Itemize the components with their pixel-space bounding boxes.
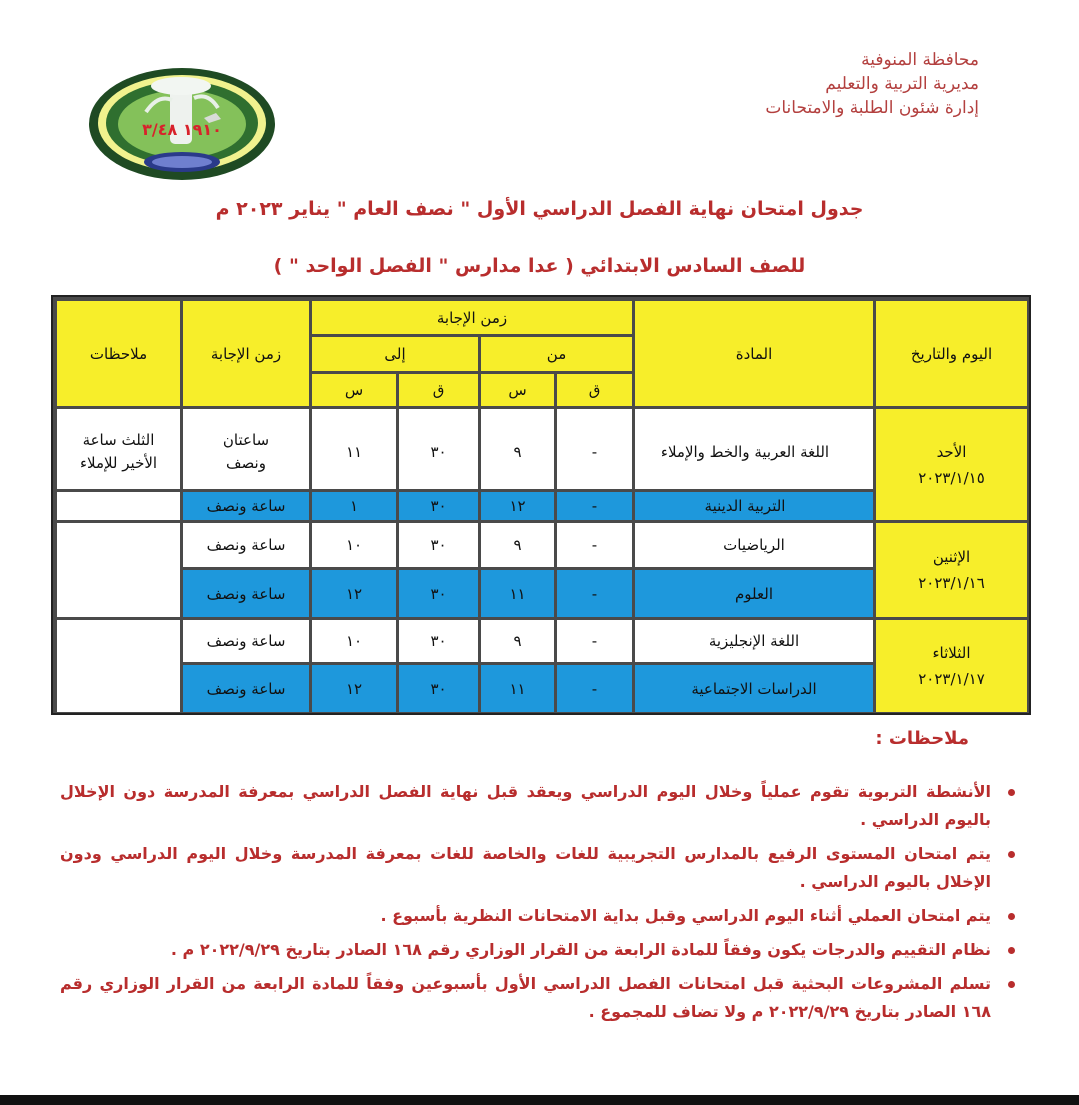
day-date: ٢٠٢٣/١/١٥ [918, 468, 985, 487]
org-line-directorate: مديرية التربية والتعليم [825, 74, 979, 94]
header-answer-time-group: زمن الإجابة [312, 301, 632, 334]
day-date: ٢٠٢٣/١/١٦ [918, 574, 985, 592]
header-day-date: اليوم والتاريخ [876, 301, 1027, 406]
note-text: تسلم المشروعات البحثية قبل امتحانات الفصل الدراسي الأول بأسبوعين وفقاً للمادة الرابعة من القرار الوزاري رقم ١٦٨ الصادر بتاريخ ٢٠٢٢/٩/٢٩ م ولا تضاف للمجموع . [60, 974, 991, 1021]
to-minute-cell: ٣٠ [399, 492, 478, 520]
to-minute-cell: ٣٠ [399, 620, 478, 662]
logo-text: ١٩١٠ ٣/٤٨ [142, 120, 222, 139]
note-item [60, 840, 1021, 896]
day-name: الثلاثاء [932, 644, 971, 662]
organization-header [659, 48, 979, 120]
day-cell-tuesday [876, 620, 1027, 712]
schedule-title: جدول امتحان نهاية الفصل الدراسي الأول " نصف العام " يناير ٢٠٢٣ م [215, 198, 864, 220]
note-text: يتم امتحان العملي أثناء اليوم الدراسي وقبل بداية الامتحانات النظرية بأسبوع . [380, 906, 991, 925]
to-hour-cell: ١١ [312, 409, 396, 489]
exam-schedule-table [51, 295, 1031, 715]
note-item [60, 778, 1021, 834]
from-minute-cell: - [557, 665, 632, 712]
header-notes: ملاحظات [57, 301, 180, 406]
day-cell-monday [876, 523, 1027, 617]
bullet-icon [1008, 947, 1015, 954]
note-item [60, 936, 1021, 964]
to-hour-cell: ١٠ [312, 523, 396, 567]
subject-cell: الدراسات الاجتماعية [635, 665, 873, 712]
from-minute-cell: - [557, 492, 632, 520]
org-line-governorate: محافظة المنوفية [861, 50, 979, 70]
day-name: الإثنين [932, 548, 971, 566]
notes-cell: الثلث ساعة الأخير للإملاء [57, 409, 180, 489]
notes-cell [57, 620, 180, 712]
to-hour-cell: ١٠ [312, 620, 396, 662]
from-minute-cell: - [557, 620, 632, 662]
from-hour-cell: ٩ [481, 523, 554, 567]
duration-cell: ساعة ونصف [183, 620, 309, 662]
duration-cell: ساعة ونصف [183, 492, 309, 520]
subject-cell: العلوم [635, 570, 873, 617]
header-to-hour: س [312, 374, 396, 406]
duration-cell: ساعة ونصف [183, 523, 309, 567]
header-to: إلى [312, 337, 478, 371]
bullet-icon [1008, 851, 1015, 858]
note-item [60, 970, 1021, 1026]
header-to-minute: ق [399, 374, 478, 406]
day-cell-sunday [876, 409, 1027, 520]
note-text: الأنشطة التربوية تقوم عملياً وخلال اليوم الدراسي ويعقد قبل نهاية الفصل الدراسي بمعرفة المدرسة دون الإخلال باليوم الدراسي . [60, 782, 991, 829]
from-hour-cell: ١٢ [481, 492, 554, 520]
notes-cell [57, 523, 180, 617]
bullet-icon [1008, 789, 1015, 796]
from-minute-cell: - [557, 409, 632, 489]
subject-cell: التربية الدينية [635, 492, 873, 520]
notes-cell [57, 492, 180, 520]
note-text: نظام التقييم والدرجات يكون وفقاً للمادة الرابعة من القرار الوزاري رقم ١٦٨ الصادر بتاريخ ٢٠٢٢/٩/٢٩ م . [170, 940, 991, 959]
header-from-hour: س [481, 374, 554, 406]
from-hour-cell: ٩ [481, 620, 554, 662]
to-minute-cell: ٣٠ [399, 570, 478, 617]
bullet-icon [1008, 981, 1015, 988]
duration-cell: ساعة ونصف [183, 665, 309, 712]
bullet-icon [1008, 913, 1015, 920]
day-name: الأحد [936, 442, 967, 461]
subject-cell: الرياضيات [635, 523, 873, 567]
notes-heading: ملاحظات : [875, 728, 969, 749]
header-subject: المادة [635, 301, 873, 406]
to-hour-cell: ١ [312, 492, 396, 520]
from-minute-cell: - [557, 523, 632, 567]
ministry-logo [86, 66, 278, 186]
header-duration: زمن الإجابة [183, 301, 309, 406]
to-hour-cell: ١٢ [312, 570, 396, 617]
day-date: ٢٠٢٣/١/١٧ [918, 670, 985, 688]
note-item [60, 902, 1021, 930]
from-hour-cell: ١١ [481, 665, 554, 712]
to-minute-cell: ٣٠ [399, 523, 478, 567]
header-from: من [481, 337, 632, 371]
org-line-department: إدارة شئون الطلبة والامتحانات [765, 98, 979, 118]
subject-cell: اللغة الإنجليزية [635, 620, 873, 662]
note-text: يتم امتحان المستوى الرفيع بالمدارس التجريبية للغات والخاصة للغات بمعرفة المدرسة وخلال اليوم الدراسي ودون الإخلال باليوم الدراسي . [60, 844, 991, 891]
bottom-edge-bar [0, 1095, 1079, 1105]
from-minute-cell: - [557, 570, 632, 617]
header-from-minute: ق [557, 374, 632, 406]
subject-cell: اللغة العربية والخط والإملاء [635, 409, 873, 489]
to-hour-cell: ١٢ [312, 665, 396, 712]
from-hour-cell: ١١ [481, 570, 554, 617]
to-minute-cell: ٣٠ [399, 665, 478, 712]
duration-cell: ساعتان ونصف [183, 409, 309, 489]
schedule-subtitle: للصف السادس الابتدائي ( عدا مدارس " الفصل الواحد " ) [273, 255, 806, 277]
duration-cell: ساعة ونصف [183, 570, 309, 617]
notes-list [60, 778, 1021, 1032]
from-hour-cell: ٩ [481, 409, 554, 489]
to-minute-cell: ٣٠ [399, 409, 478, 489]
